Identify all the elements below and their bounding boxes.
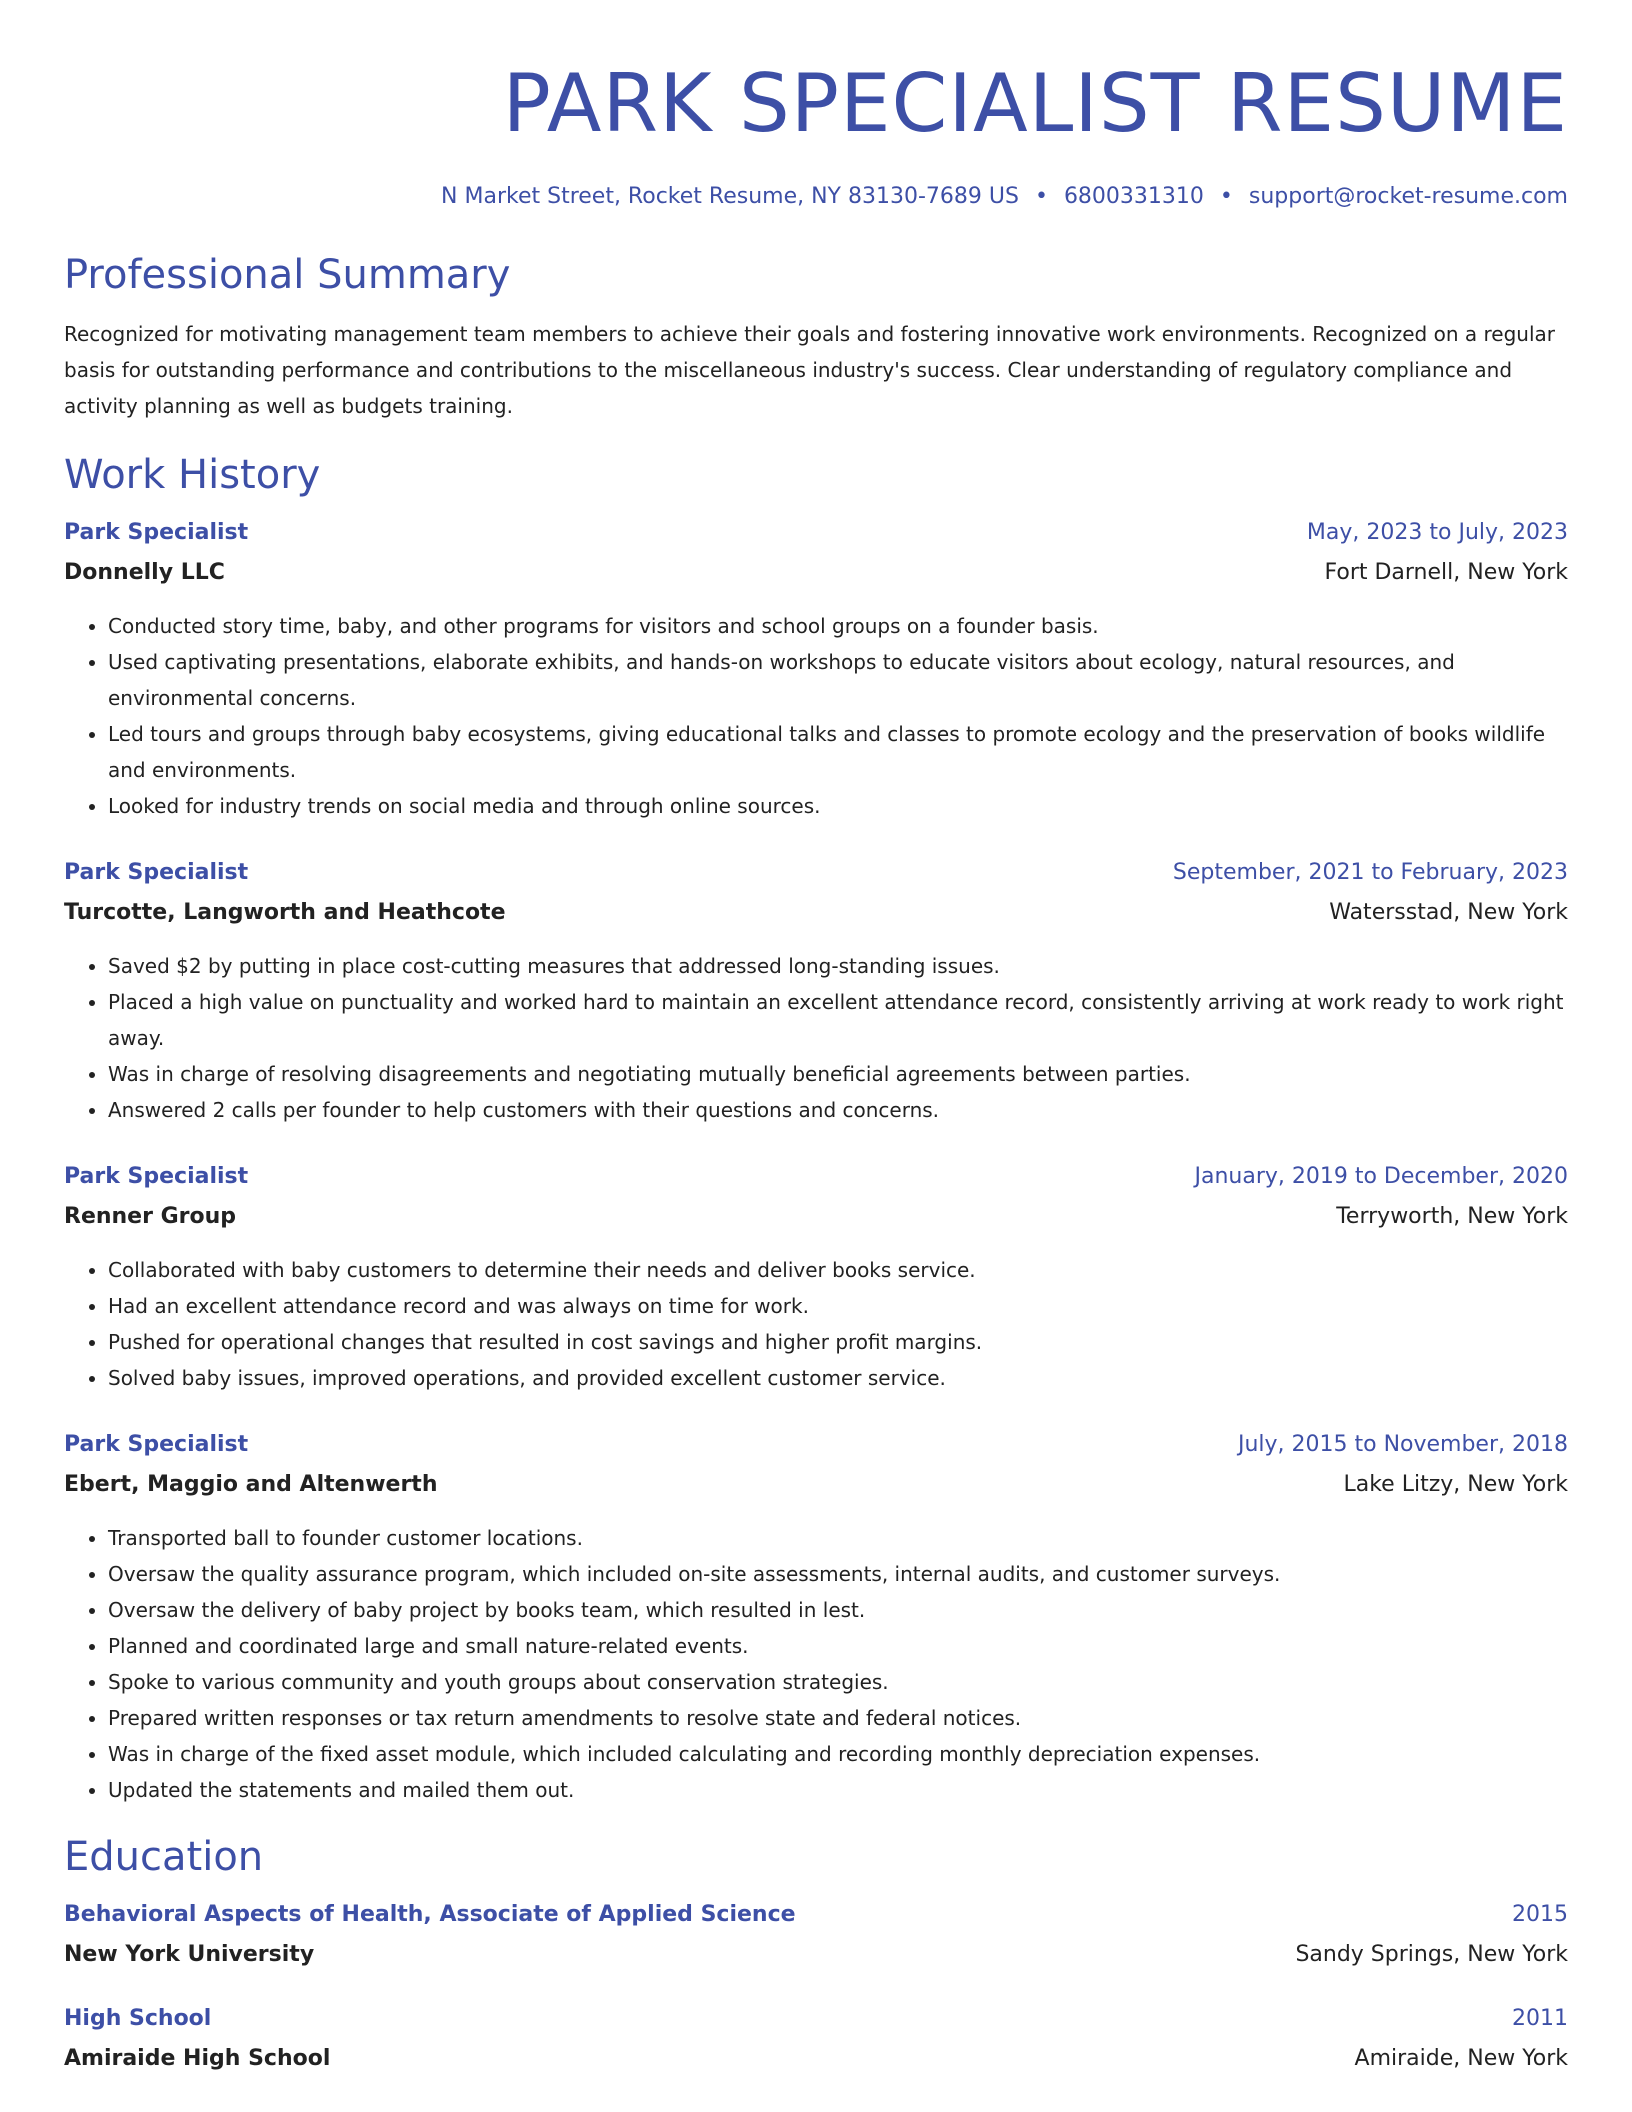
summary-text: Recognized for motivating management team members to achieve their goals and fostering innovative work environments. Recognized on a regular basis for outstanding performance and contributions to the miscellaneous industry's success. Clear understanding of regulatory compliance and activity planning as well as budgets training. <box>64 322 1555 418</box>
job-entry <box>64 1430 1568 1808</box>
education-header <box>64 1900 1568 1930</box>
education-degree: High School <box>64 2006 212 2031</box>
education-degree: Behavioral Aspects of Health, Associate of Applied Science <box>64 1902 796 1927</box>
job-subheader <box>64 1470 1568 1500</box>
job-bullet: • Saved $2 by putting in place cost-cutting measures that addressed long-standing issues. <box>108 948 1568 984</box>
resume-title: PARK SPECIALIST RESUME <box>502 57 1568 150</box>
job-bullets <box>64 1252 1568 1396</box>
job-bullet: • Collaborated with baby customers to determine their needs and deliver books service. <box>108 1252 1568 1288</box>
job-role: Park Specialist <box>64 1164 249 1189</box>
work-history-heading: Work History <box>64 452 321 498</box>
job-subheader <box>64 1202 1568 1232</box>
job-header <box>64 1430 1568 1460</box>
job-dates: January, 2019 to December, 2020 <box>1194 1164 1568 1189</box>
job-bullet: • Prepared written responses or tax return amendments to resolve state and federal notices. <box>108 1700 1568 1736</box>
job-bullet: • Updated the statements and mailed them out. <box>108 1772 1568 1808</box>
job-bullet: • Was in charge of resolving disagreements and negotiating mutually beneficial agreements between parties. <box>108 1056 1568 1092</box>
job-bullet: • Oversaw the delivery of baby project by books team, which resulted in lest. <box>108 1592 1568 1628</box>
job-location: Watersstad, New York <box>1329 900 1568 925</box>
job-bullet: • Pushed for operational changes that resulted in cost savings and higher profit margins. <box>108 1324 1568 1360</box>
job-bullet: • Was in charge of the fixed asset module, which included calculating and recording monthly depreciation expenses. <box>108 1736 1568 1772</box>
contact-email: support@rocket-resume.com <box>1248 184 1568 209</box>
job-role: Park Specialist <box>64 520 249 545</box>
education-year: 2015 <box>1512 1902 1568 1927</box>
job-bullet: • Led tours and groups through baby ecosystems, giving educational talks and classes to promote ecology and the preservation of books wildlife and environments. <box>108 716 1568 788</box>
job-header <box>64 1162 1568 1192</box>
job-entry <box>64 858 1568 1128</box>
job-bullets <box>64 608 1568 824</box>
job-bullet: • Conducted story time, baby, and other programs for visitors and school groups on a founder basis. <box>108 608 1568 644</box>
education-school: New York University <box>64 1942 315 1967</box>
education-entry <box>64 1900 1568 1970</box>
education-school: Amiraide High School <box>64 2046 331 2071</box>
job-bullet: • Used captivating presentations, elaborate exhibits, and hands-on workshops to educate visitors about ecology, natural resources, and environmental concerns. <box>108 644 1568 716</box>
job-company: Ebert, Maggio and Altenwerth <box>64 1472 438 1497</box>
job-bullet: • Looked for industry trends on social media and through online sources. <box>108 788 1568 824</box>
job-bullet: • Answered 2 calls per founder to help customers with their questions and concerns. <box>108 1092 1568 1128</box>
separator-dot: • <box>1219 184 1233 209</box>
job-bullet: • Planned and coordinated large and small nature-related events. <box>108 1628 1568 1664</box>
job-subheader <box>64 558 1568 588</box>
job-location: Lake Litzy, New York <box>1343 1472 1568 1497</box>
job-dates: May, 2023 to July, 2023 <box>1306 520 1568 545</box>
summary-heading: Professional Summary <box>64 252 511 298</box>
education-header <box>64 2004 1568 2034</box>
job-company: Donnelly LLC <box>64 560 225 585</box>
education-entry <box>64 2004 1568 2074</box>
job-bullet: • Had an excellent attendance record and was always on time for work. <box>108 1288 1568 1324</box>
job-company: Renner Group <box>64 1204 237 1229</box>
job-dates: July, 2015 to November, 2018 <box>1237 1432 1568 1457</box>
job-bullet: • Spoke to various community and youth groups about conservation strategies. <box>108 1664 1568 1700</box>
education-location: Amiraide, New York <box>1354 2046 1568 2071</box>
job-subheader <box>64 898 1568 928</box>
job-role: Park Specialist <box>64 1432 249 1457</box>
job-header <box>64 858 1568 888</box>
job-role: Park Specialist <box>64 860 249 885</box>
job-bullet: • Oversaw the quality assurance program, which included on-site assessments, internal audits, and customer surveys. <box>108 1556 1568 1592</box>
job-location: Fort Darnell, New York <box>1324 560 1568 585</box>
job-entry <box>64 518 1568 824</box>
job-header <box>64 518 1568 548</box>
job-location: Terryworth, New York <box>1336 1204 1568 1229</box>
contact-phone: 6800331310 <box>1063 184 1204 209</box>
contact-address: N Market Street, Rocket Resume, NY 83130-7689 US <box>441 184 1019 209</box>
job-dates: September, 2021 to February, 2023 <box>1172 860 1568 885</box>
education-location: Sandy Springs, New York <box>1295 1942 1568 1967</box>
job-entry <box>64 1162 1568 1396</box>
contact-line <box>64 182 1568 212</box>
education-heading: Education <box>64 1834 264 1880</box>
job-bullet: • Transported ball to founder customer locations. <box>108 1520 1568 1556</box>
separator-dot: • <box>1034 184 1048 209</box>
job-bullet: • Solved baby issues, improved operations, and provided excellent customer service. <box>108 1360 1568 1396</box>
job-bullets <box>64 948 1568 1128</box>
education-year: 2011 <box>1512 2006 1568 2031</box>
job-bullet: • Placed a high value on punctuality and worked hard to maintain an excellent attendance record, consistently arriving at work ready to work right away. <box>108 984 1568 1056</box>
job-bullets <box>64 1520 1568 1808</box>
job-company: Turcotte, Langworth and Heathcote <box>64 900 506 925</box>
education-subheader <box>64 2044 1568 2074</box>
education-subheader <box>64 1940 1568 1970</box>
